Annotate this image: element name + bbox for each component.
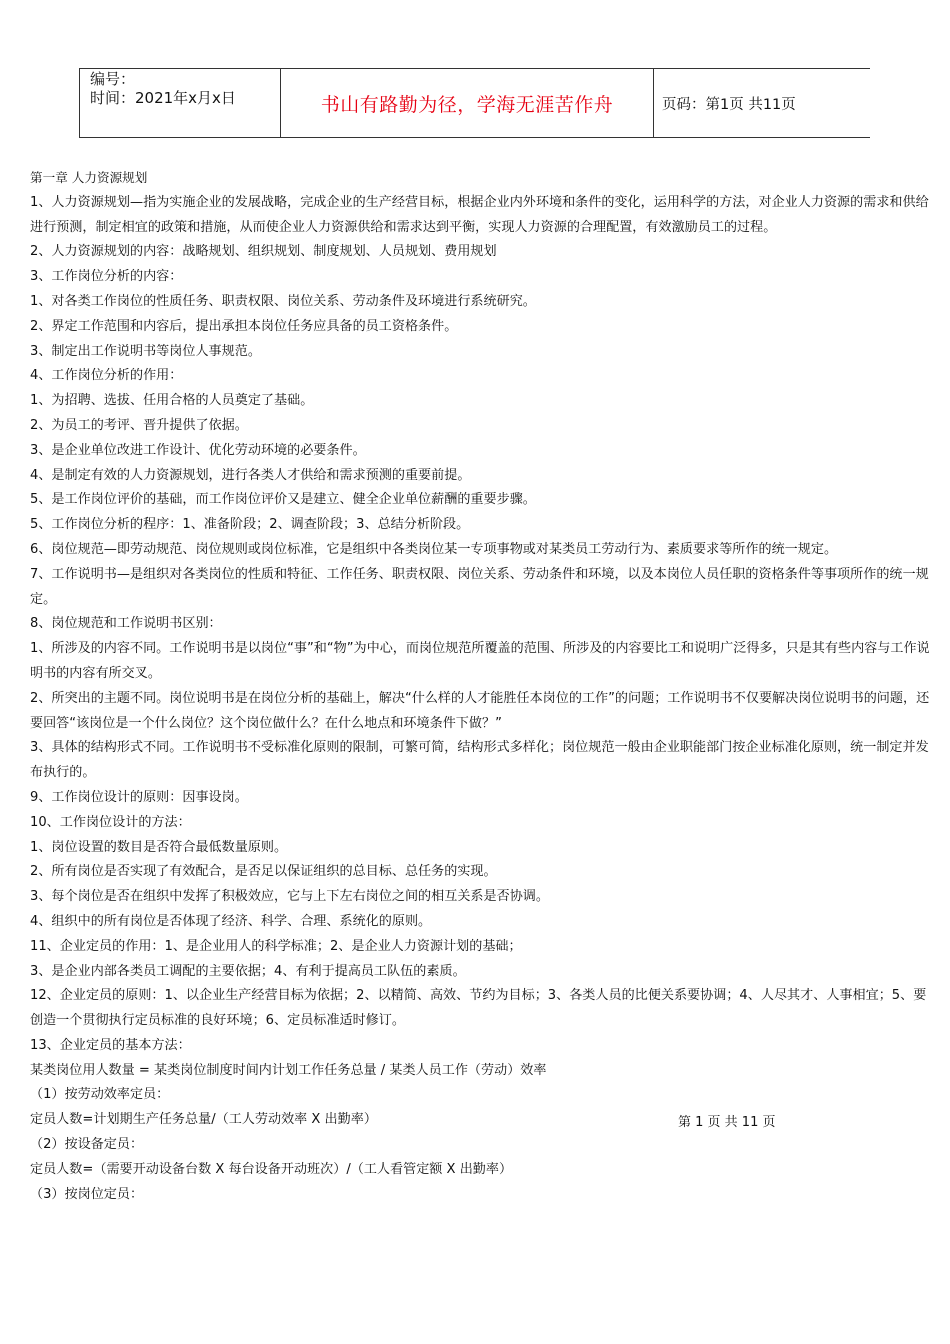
footer-page-number: 第 1 页 共 11 页 [678,1115,776,1130]
body-paragraph: 2、人力资源规划的内容：战略规划、组织规划、制度规划、人员规划、费用规划 [30,244,497,260]
chapter-title: 第一章 人力资源规划 [30,170,148,185]
body-paragraph: 1、岗位设置的数目是否符合最低数量原则。 [30,839,288,855]
body-paragraph: 1、为招聘、选拔、任用合格的人员奠定了基础。 [30,393,314,409]
body-paragraph: 3、具体的结构形式不同。工作说明书不受标准化原则的限制，可繁可简，结构形式多样化；岗位规范一般由企业职能部门按企业标准化原则，统一制定并发布执行的。 [30,740,929,781]
header-left-cell [80,69,281,137]
body-paragraph: 1、对各类工作岗位的性质任务、职责权限、岗位关系、劳动条件及环境进行系统研究。 [30,293,536,309]
body-paragraph: 2、界定工作范围和内容后，提出承担本岗位任务应具备的员工资格条件。 [30,318,458,334]
body-paragraph: （1）按劳动效率定员： [30,1087,170,1103]
header-right-cell [654,69,870,137]
header-table [79,68,870,138]
body-paragraph: 8、岗位规范和工作说明书区别： [30,616,222,632]
body-paragraph: 6、岗位规范—即劳动规范、岗位规则或岗位标准，它是组织中各类岗位某一专项事物或对某类员工劳动行为、素质要求等所作的统一规定。 [30,541,838,557]
body-paragraph: 7、工作说明书—是组织对各类岗位的性质和特征、工作任务、职责权限、岗位关系、劳动条件和环境，以及本岗位人员任职的资格条件等事项所作的统一规定。 [30,566,929,607]
formula-line: 定员人数=计划期生产任务总量/（工人劳动效率 X 出勤率） [30,1112,377,1128]
body-paragraph: 9、工作岗位设计的原则：因事设岗。 [30,789,248,805]
formula-line: 定员人数=（需要开动设备台数 X 每台设备开动班次）/（工人看管定额 X 出勤率） [30,1161,513,1177]
body-paragraph: 1、人力资源规划—指为实施企业的发展战略，完成企业的生产经营目标，根据企业内外环境和条件的变化，运用科学的方法，对企业人力资源的需求和供给进行预测，制定相宜的政策和措施，从而使企业人力资源供给和需求达到平衡，实现人力资源的合理配置，有效激励员工的过程。 [30,194,929,235]
document-body [30,166,935,1207]
header-center-cell [281,69,654,137]
body-paragraph: 4、组织中的所有岗位是否体现了经济、科学、合理、系统化的原则。 [30,913,432,929]
body-paragraph: 10、工作岗位设计的方法： [30,814,191,830]
body-paragraph: 3、工作岗位分析的内容： [30,269,183,285]
body-paragraph: （3）按岗位定员： [30,1186,144,1202]
header-page-number: 页码：第1页 共11页 [662,96,796,113]
body-paragraph: 4、是制定有效的人力资源规划，进行各类人才供给和需求预测的重要前提。 [30,467,471,483]
body-paragraph: 5、是工作岗位评价的基础，而工作岗位评价又是建立、健全企业单位薪酬的重要步骤。 [30,492,536,508]
body-paragraph: 3、是企业单位改进工作设计、优化劳动环境的必要条件。 [30,442,366,458]
body-paragraph: 11、企业定员的作用：1、是企业用人的科学标准；2、是企业人力资源计划的基础； [30,938,522,954]
document-code-label: 编号： [90,70,136,88]
body-paragraph: 2、所有岗位是否实现了有效配合，是否足以保证组织的总目标、总任务的实现。 [30,864,497,880]
body-paragraph: 12、企业定员的原则：1、以企业生产经营目标为依据；2、以精简、高效、节约为目标；3、各类人员的比便关系要协调；4、人尽其才、人事相宜；5、要创造一个贯彻执行定员标准的良好环境；6、定员标准适时修订。 [30,988,927,1029]
body-paragraph: 3、制定出工作说明书等岗位人事规范。 [30,343,261,359]
body-paragraph: 5、工作岗位分析的程序：1、准备阶段；2、调查阶段；3、总结分析阶段。 [30,517,470,533]
body-paragraph: 2、为员工的考评、晋升提供了依据。 [30,417,248,433]
body-paragraph: 4、工作岗位分析的作用： [30,368,183,384]
body-paragraph: （2）按设备定员： [30,1137,144,1153]
body-paragraph: 13、企业定员的基本方法： [30,1037,191,1053]
document-date-label: 时间：2021年x月x日 [90,89,236,107]
formula-line: 某类岗位用人数量 = 某类岗位制度时间内计划工作任务总量 / 某类人员工作（劳动）效率 [30,1062,547,1078]
body-paragraph: 1、所涉及的内容不同。工作说明书是以岗位“事”和“物”为中心，而岗位规范所覆盖的范围、所涉及的内容要比工和说明广泛得多，只是其有些内容与工作说明书的内容有所交叉。 [30,641,930,681]
body-paragraph: 2、所突出的主题不同。岗位说明书是在岗位分析的基础上，解决“什么样的人才能胜任本岗位的工作”的问题；工作说明书不仅要解决岗位说明书的问题，还要回答“该岗位是一个什么岗位？这个岗位做什么？在什么地点和环境条件下做？” [30,690,930,731]
header-motto: 书山有路勤为径，学海无涯苦作舟 [320,93,614,116]
body-paragraph: 3、是企业内部各类员工调配的主要依据；4、有利于提高员工队伍的素质。 [30,963,466,979]
body-paragraph: 3、每个岗位是否在组织中发挥了积极效应，它与上下左右岗位之间的相互关系是否协调。 [30,889,549,905]
